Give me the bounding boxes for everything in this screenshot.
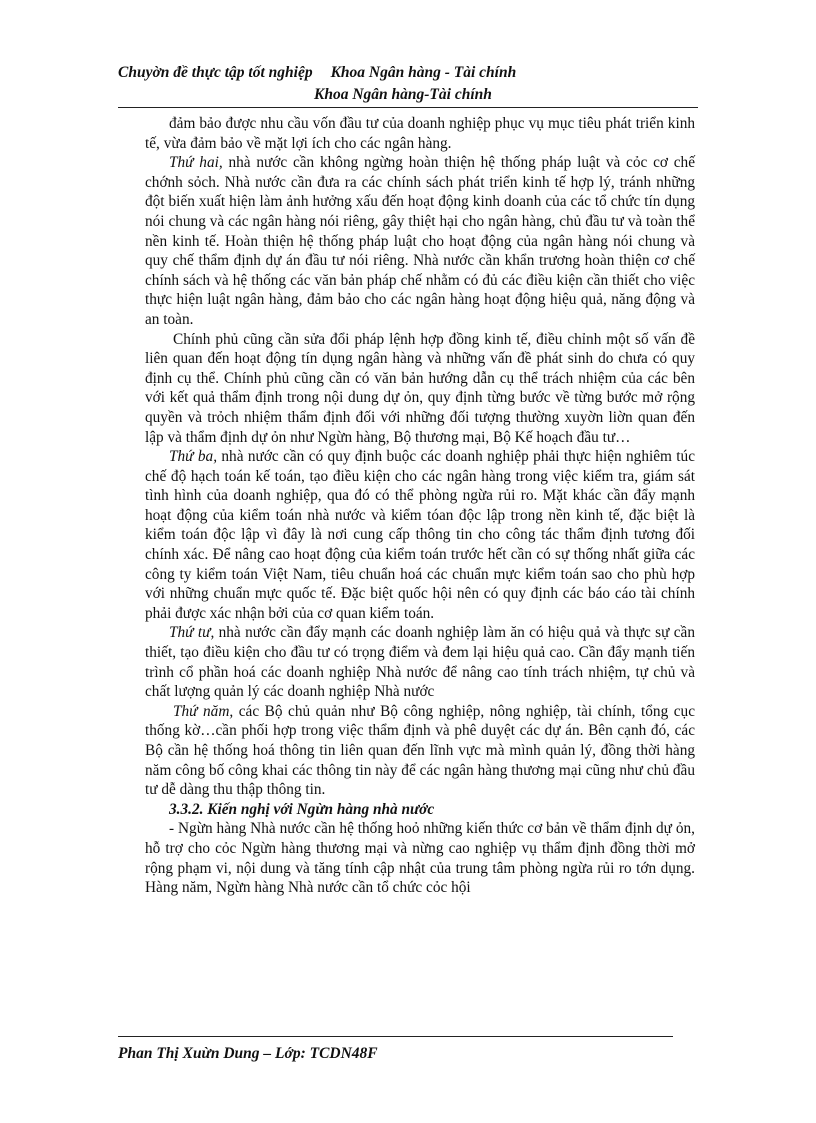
paragraph-3: Chính phủ cũng cần sửa đổi pháp lệnh hợp đồng kinh tế, điều chỉnh một số vấn đề liên quan đến hoạt động tín dụng ngân hàng và những vấn đề phát sinh do chưa có quy định cụ thể. Chính phủ cũng cần có văn bản hướng dẫn cụ thể trách nhiệm của các bên với kết quả thẩm định trong nội dung dự ỏn, quy định từng bước về từng bước mở rộng quyền và trỏch nhiệm thẩm định đối với những đối tượng thường xuyờn liờn quan đến lập và thẩm định dự ỏn như Ngừn hàng, Bộ thương mại, Bộ Kế hoạch đầu tư… bbox=[145, 330, 695, 446]
paragraph-5-lead: Thứ tư, bbox=[169, 624, 215, 642]
paragraph-5 bbox=[145, 623, 695, 701]
header-faculty-line-2: Khoa Ngân hàng-Tài chính bbox=[314, 86, 492, 103]
paragraph-5-text: nhà nước cần đẩy mạnh các doanh nghiệp làm ăn có hiệu quả và thực sự cần thiết, tạo điều kiện cho đầu tư có trọng điểm và đem lại hiệu quả cao. Cần đẩy mạnh tiến trình cổ phần hoá các doanh nghiệp Nhà nước để nâng cao tính trách nhiệm, tự chủ và chất lượng quản lý các doanh nghiệp Nhà nước bbox=[145, 624, 695, 701]
paragraph-2-text: nhà nước cần không ngừng hoàn thiện hệ thống pháp luật và cỏc cơ chế chớnh sỏch. Nhà nước cần đưa ra các chính sách phát triển kinh tế hợp lý, tránh những đột biến xuất hiện làm ảnh hưởng xấu đến hoạt động kinh doanh của các tổ chức tín dụng nói chung và các ngân hàng nói riêng, gây thiệt hại cho ngân hàng, chủ đầu tư và toàn thể nền kinh tế. Hoàn thiện hệ thống pháp luật cho hoạt động của ngân hàng nói chung và quy chế thẩm định dự án đầu tư nói riêng. Nhà nước cần khẩn trương hoàn thiện cơ chế chính sách và hệ thống các văn bản pháp chế nhằm có đủ các điều kiện cần thiết cho việc thực hiện luật ngân hàng, đảm bảo cho các ngân hàng hoạt động hiệu quả, năng động và an toàn. bbox=[145, 154, 695, 328]
page-header bbox=[118, 62, 698, 106]
paragraph-6 bbox=[145, 702, 695, 800]
paragraph-6-text: các Bộ chủ quản như Bộ công nghiệp, nông nghiệp, tài chính, tổng cục thống kờ…cần phối hợp trong việc thẩm định và phê duyệt các dự án. Bên cạnh đó, các Bộ cần hệ thống hoá thông tin liên quan đến lĩnh vực mà mình quản lý, đồng thời hàng năm công bố công khai các thông tin này để các ngân hàng thương mại cũng như chủ đầu tư dễ dàng thu thập thông tin. bbox=[145, 702, 695, 799]
paragraph-2 bbox=[145, 153, 695, 329]
section-heading: 3.3.2. Kiến nghị với Ngừn hàng nhà nước bbox=[169, 800, 435, 818]
paragraph-4-lead: Thứ ba, bbox=[169, 448, 218, 466]
paragraph-4-text: nhà nước cần có quy định buộc các doanh nghiệp phải thực hiện nghiêm túc chế độ hạch toán kế toán, tạo điều kiện cho các ngân hàng trong việc kiểm tra, giám sát tình hình của doanh nghiệp, qua đó có thể phòng ngừa rủi ro. Mặt khác cần đẩy mạnh hoạt động của kiểm toán nhà nước và kiểm tóan độc lập trong nền kinh tế, đặc biệt là kiểm toán độc lập vì đây là nơi cung cấp thông tin cho công tác thẩm định tương đối chính xác. Để nâng cao hoạt động của kiểm toán trước hết cần có sự thống nhất giữa các công ty kiểm toán Việt Nam, tiêu chuẩn hoá các chuẩn mực kiểm toán sao cho phù hợp với những chuẩn mực quốc tế. Đặc biệt quốc hội nên có quy định các báo cáo tài chính phải được xác nhận bởi của cơ quan kiểm toán. bbox=[145, 448, 695, 622]
paragraph-6-lead: Thứ năm, bbox=[173, 702, 234, 720]
header-line-1 bbox=[118, 62, 698, 84]
page-footer: Phan Thị Xuừn Dung – Lớp: TCDN48F bbox=[118, 1045, 378, 1062]
document-body bbox=[145, 114, 695, 898]
footer-divider bbox=[118, 1036, 673, 1037]
paragraph-1: đảm bảo được nhu cầu vốn đầu tư của doanh nghiệp phục vụ mục tiêu phát triển kinh tế, vừa đảm bảo về mặt lợi ích cho các ngân hàng. bbox=[145, 115, 695, 152]
paragraph-4 bbox=[145, 447, 695, 623]
header-faculty: Khoa Ngân hàng - Tài chính bbox=[330, 64, 517, 81]
paragraph-7: - Ngừn hàng Nhà nước cần hệ thống hoỏ những kiến thức cơ bản về thẩm định dự ỏn, hỗ trợ cho cỏc Ngừn hàng thương mại và nừng cao nghiệp vụ thẩm định đồng thời mở rộng phạm vi, nội dung và tăng tính cập nhật của trung tâm phòng ngừa rủi ro tớn dụng. Hàng năm, Ngừn hàng Nhà nước cần tổ chức cỏc hội bbox=[145, 820, 695, 897]
header-thesis-title: Chuyờn đề thực tập tốt nghiệp bbox=[118, 64, 313, 81]
header-divider bbox=[118, 107, 698, 108]
paragraph-2-lead: Thứ hai, bbox=[169, 154, 223, 172]
